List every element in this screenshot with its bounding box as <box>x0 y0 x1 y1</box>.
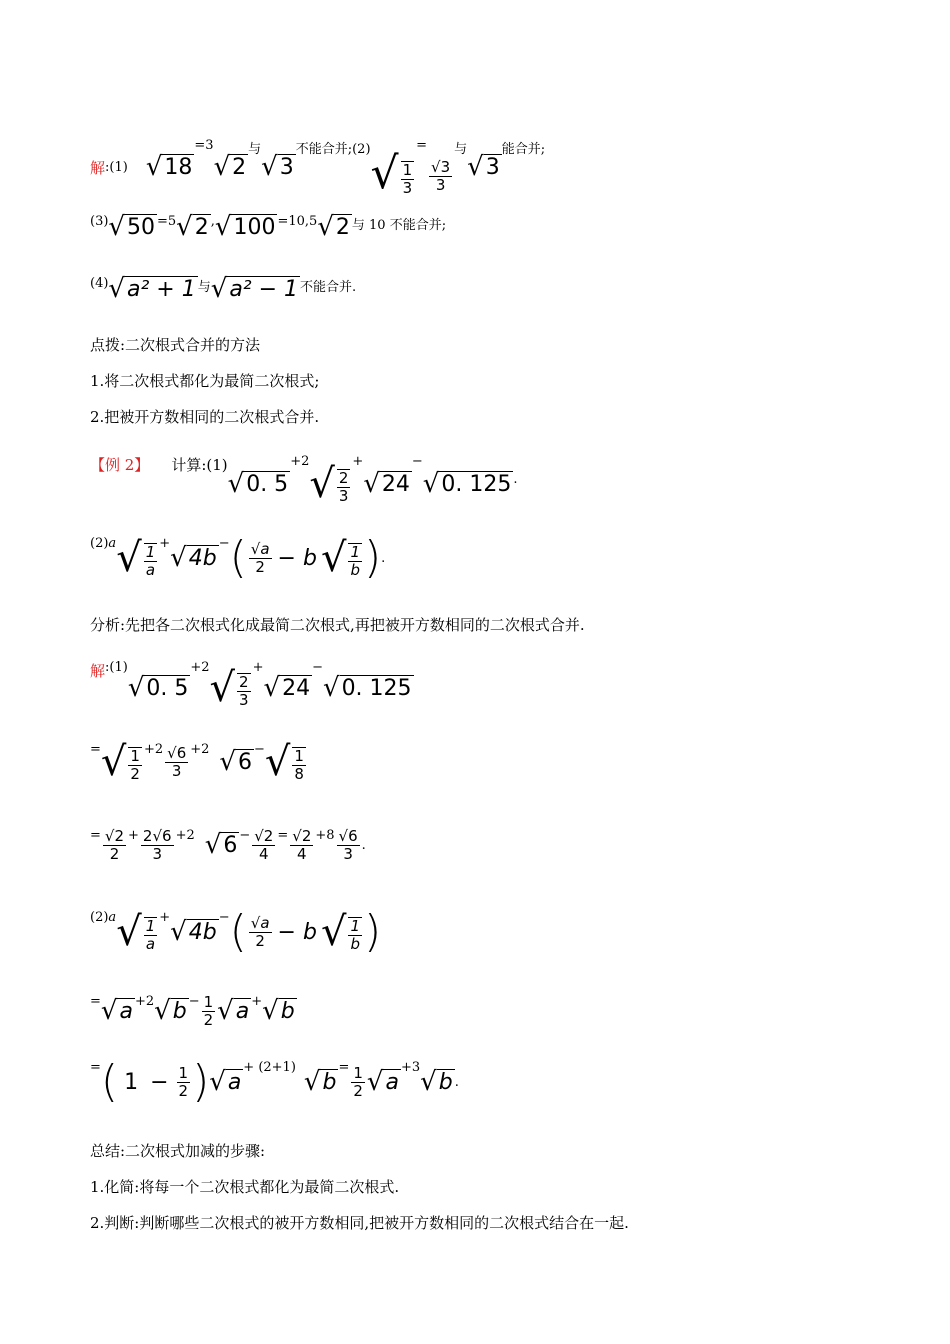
period: . <box>381 550 386 566</box>
cannot-combine: 不能合并;(2) <box>295 142 371 157</box>
equals: = <box>90 828 101 843</box>
right-paren: ) <box>363 906 382 957</box>
sqrt-2-d: √ 2 <box>317 212 350 243</box>
equals: = <box>416 138 428 153</box>
summary-item-1: 1.化简:将每一个二次根式都化为最简二次根式. <box>90 1178 400 1196</box>
minus-b: − b <box>277 919 317 945</box>
plus: + <box>159 536 171 551</box>
frac-half: $\frac{1}{2}$ <box>203 993 214 1029</box>
frac-half: $\frac{1}{2}$ <box>178 1064 189 1100</box>
sqrt-one-over-a: √ $\frac{1}{a}$ <box>116 535 156 581</box>
minus: − <box>253 742 265 757</box>
solution-line-1 <box>90 138 546 199</box>
sqrt-3: √ 3 <box>261 152 294 183</box>
coef-5: =5 <box>157 214 177 229</box>
period: . <box>361 837 366 853</box>
sqrt-a-b: √ a <box>366 1067 399 1098</box>
equals: = <box>90 742 101 757</box>
minus: − <box>312 660 323 675</box>
minus: − <box>150 1069 169 1095</box>
sqrt-half: √ $\frac{1}{2}$ <box>100 739 140 785</box>
summary-title: 总结:二次根式加减的步骤: <box>90 1142 266 1160</box>
sqrt-a2-minus-1: √ a² − 1 <box>210 274 299 305</box>
plus: + <box>128 828 139 843</box>
frac-sqrt-a-over-2: $\frac{√a}{2}$ <box>250 540 270 576</box>
plus-2-b: +2 <box>190 742 210 757</box>
sqrt-0-5-b: √ 0. 5 <box>127 673 189 704</box>
tip-item-2: 2.把被开方数相同的二次根式合并. <box>90 408 320 426</box>
sqrt-b: √ b <box>303 1067 337 1098</box>
sqrt-a: √ a <box>100 996 133 1027</box>
can-combine: 能合并; <box>501 142 546 157</box>
eq-10-5: =10,5 <box>277 214 318 229</box>
sqrt-0-125: √ 0. 125 <box>422 469 512 500</box>
example-2-line-1 <box>90 454 518 507</box>
sqrt-b-b: √ b <box>420 1067 453 1098</box>
sqrt-one-over-b-b: √ $\frac{1}{b}$ <box>320 909 360 955</box>
period: . <box>513 471 518 487</box>
tip-title: 点拨:二次根式合并的方法 <box>90 336 261 354</box>
frac-sqrt3-over-3: $\frac{√3}{3}$ <box>431 158 451 194</box>
plus-2: +2 <box>290 454 310 469</box>
coef-a: a <box>108 910 117 925</box>
sqrt-4b-b: √ 4b <box>170 917 217 948</box>
equals-2: = <box>277 828 289 843</box>
solution2-label: 解 <box>90 662 106 680</box>
sqrt-two-thirds-b: √ $\frac{2}{3}$ <box>209 665 249 711</box>
solution2-line-4 <box>90 906 382 957</box>
sqrt-0-125-b: √ 0. 125 <box>322 673 412 704</box>
sqrt-b-b: √ b <box>262 996 295 1027</box>
and-10-cannot: 与 10 不能合并; <box>351 218 447 233</box>
equals-2: = <box>338 1060 350 1075</box>
sqrt-4b: √ 4b <box>170 543 217 574</box>
solution2-line-2 <box>90 739 308 785</box>
minus: − <box>188 994 200 1009</box>
plus: + <box>252 660 264 675</box>
coef-3: =3 <box>194 138 214 153</box>
sqrt-one-third: √ $\frac{1}{3}$ <box>370 148 413 199</box>
solution-line-4 <box>90 274 357 305</box>
plus-2: +2 <box>143 742 164 757</box>
sqrt-6: √ 6 <box>219 747 252 778</box>
sqrt-100: √ 100 <box>214 212 276 243</box>
plus: + <box>159 910 171 925</box>
compute-label: 计算:(1) <box>171 456 228 474</box>
word-and-3: 与 <box>197 280 211 295</box>
plus: + <box>352 454 364 469</box>
part-2-label: (2) <box>90 910 109 925</box>
word-and-2: 与 <box>454 142 468 157</box>
left-paren: ( <box>229 906 247 957</box>
minus: − <box>411 454 423 469</box>
example-2-line-2 <box>90 532 386 583</box>
period: . <box>454 1074 459 1090</box>
frac-2sqrt6-over-3: $\frac{2√6}{3}$ <box>142 827 172 863</box>
frac-sqrt-a-over-2-b: $\frac{√a}{2}$ <box>250 914 270 950</box>
coef-a: a <box>108 536 117 551</box>
plus: + <box>251 994 263 1009</box>
sqrt-2: √ 2 <box>213 152 247 183</box>
sqrt-24: √ 24 <box>363 469 410 500</box>
right-paren: ) <box>363 532 382 583</box>
sqrt-18: √ 18 <box>145 152 193 183</box>
part-1-label: :(1) <box>105 660 128 675</box>
sqrt-2-c: √ 2 <box>176 212 209 243</box>
minus: − <box>218 910 230 925</box>
minus: − <box>218 536 230 551</box>
part-4-label: (4) <box>90 276 109 291</box>
plus-2-plus-1: + (2+1) <box>243 1060 296 1075</box>
solution2-line-3 <box>90 828 366 862</box>
solution-part-1-label: :(1) <box>105 159 128 175</box>
analysis: 分析:先把各二次根式化成最简二次根式,再把被开方数相同的二次根式合并. <box>90 616 585 634</box>
part-3-label: (3) <box>90 214 109 229</box>
word-and: 与 <box>248 142 262 157</box>
sqrt-one-over-a-b: √ $\frac{1}{a}$ <box>116 909 156 955</box>
example-2-label: 【例 2】 <box>90 456 150 474</box>
sqrt-two-thirds: √ $\frac{2}{3}$ <box>309 461 349 507</box>
plus-2: +2 <box>190 660 210 675</box>
equals: = <box>90 1060 101 1075</box>
frac-half-b: $\frac{1}{2}$ <box>353 1064 363 1100</box>
left-paren: ( <box>229 532 247 583</box>
sqrt-a-b: √ a <box>217 996 250 1027</box>
sqrt-24-b: √ 24 <box>263 673 311 704</box>
sqrt-one-over-b: √ $\frac{1}{b}$ <box>320 535 360 581</box>
sqrt-6-b: √ 6 <box>204 830 238 861</box>
one: 1 <box>124 1069 139 1095</box>
frac-sqrt2-over-4-b: $\frac{√2}{4}$ <box>292 827 312 863</box>
sqrt-a: √ a <box>209 1067 242 1098</box>
minus-b: − b <box>277 545 317 571</box>
solution-label: 解 <box>90 158 106 177</box>
part-2-label: (2) <box>90 536 109 551</box>
tip-item-1: 1.将二次根式都化为最简二次根式; <box>90 372 320 390</box>
summary-item-2: 2.判断:判断哪些二次根式的被开方数相同,把被开方数相同的二次根式结合在一起. <box>90 1214 629 1232</box>
sqrt-b: √ b <box>154 996 187 1027</box>
plus-2: +2 <box>175 828 195 843</box>
cannot-combine-2: 不能合并. <box>300 280 357 295</box>
solution2-line-1 <box>90 660 414 711</box>
frac-sqrt6-over-3: $\frac{√6}{3}$ <box>167 744 187 780</box>
frac-sqrt2-over-4: $\frac{√2}{4}$ <box>254 827 274 863</box>
left-paren: ( <box>100 1056 119 1107</box>
equals: = <box>90 994 101 1009</box>
frac-sqrt6-over-3-b: $\frac{√6}{3}$ <box>338 827 358 863</box>
solution-line-3 <box>90 212 447 243</box>
sqrt-50: √ 50 <box>108 212 155 243</box>
frac-sqrt2-over-2: $\frac{√2}{2}$ <box>104 827 125 863</box>
plus-8: +8 <box>315 828 335 843</box>
sqrt-0-5: √ 0. 5 <box>227 469 289 500</box>
right-paren: ) <box>192 1056 210 1107</box>
sqrt-3-b: √ 3 <box>467 152 500 183</box>
plus-3: +3 <box>400 1060 421 1075</box>
sqrt-eighth: √ $\frac{1}{8}$ <box>264 739 304 785</box>
solution2-line-5 <box>90 994 297 1028</box>
plus-2: +2 <box>134 994 155 1009</box>
minus: − <box>239 828 251 843</box>
comma: , <box>210 214 215 229</box>
sqrt-a2-plus-1: √ a² + 1 <box>108 274 196 305</box>
solution2-line-6 <box>90 1056 459 1107</box>
